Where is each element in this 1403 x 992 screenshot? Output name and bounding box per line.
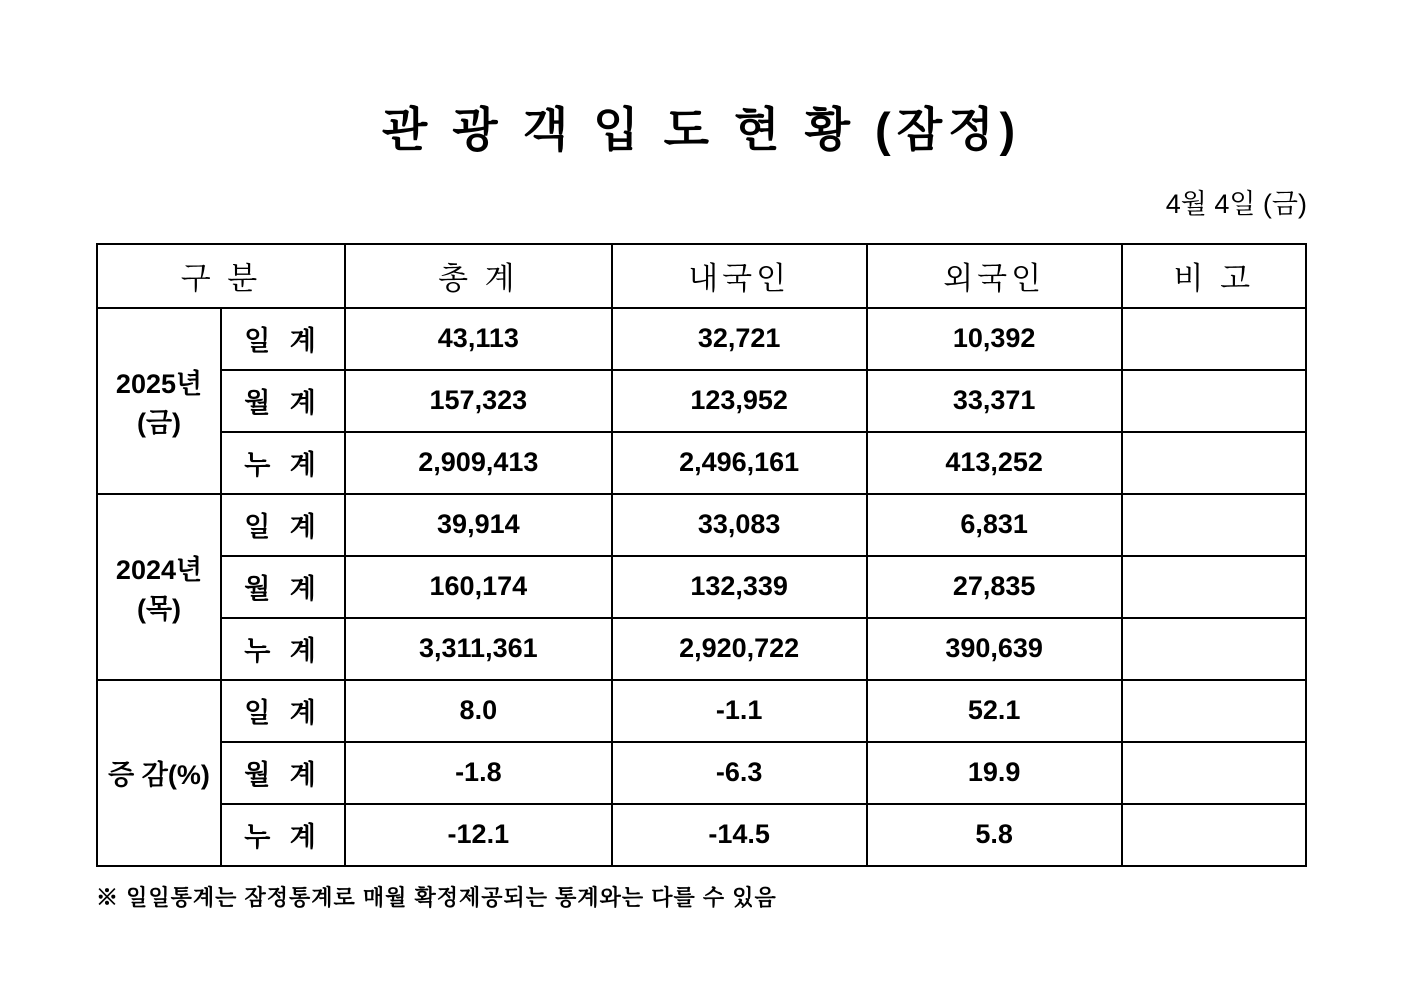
column-header-division: 구 분 bbox=[97, 244, 345, 308]
cell-note-cumulative-2024 bbox=[1122, 618, 1306, 680]
cell-domestic-monthly-change: -6.3 bbox=[612, 742, 867, 804]
cell-total-monthly-2024: 160,174 bbox=[345, 556, 612, 618]
row-label-daily-2025: 일 계 bbox=[221, 308, 345, 370]
table-row bbox=[97, 556, 1306, 618]
row-label-cumulative-2024: 누 계 bbox=[221, 618, 345, 680]
cell-total-daily-change: 8.0 bbox=[345, 680, 612, 742]
cell-note-monthly-2024 bbox=[1122, 556, 1306, 618]
cell-domestic-cumulative-2024: 2,920,722 bbox=[612, 618, 867, 680]
table-row bbox=[97, 742, 1306, 804]
table-row bbox=[97, 804, 1306, 866]
cell-note-monthly-2025 bbox=[1122, 370, 1306, 432]
cell-foreign-monthly-change: 19.9 bbox=[867, 742, 1122, 804]
table-row bbox=[97, 680, 1306, 742]
footnote: ※ 일일통계는 잠정통계로 매월 확정제공되는 통계와는 다를 수 있음 bbox=[96, 884, 777, 910]
row-label-monthly-change: 월 계 bbox=[221, 742, 345, 804]
statistics-table bbox=[96, 243, 1307, 867]
cell-domestic-cumulative-2025: 2,496,161 bbox=[612, 432, 867, 494]
column-header-note: 비 고 bbox=[1122, 244, 1306, 308]
cell-total-cumulative-2024: 3,311,361 bbox=[345, 618, 612, 680]
row-label-monthly-2025: 월 계 bbox=[221, 370, 345, 432]
statistics-table-container bbox=[0, 221, 1403, 867]
cell-total-monthly-2025: 157,323 bbox=[345, 370, 612, 432]
cell-domestic-daily-2025: 32,721 bbox=[612, 308, 867, 370]
cell-foreign-monthly-2025: 33,371 bbox=[867, 370, 1122, 432]
cell-domestic-daily-change: -1.1 bbox=[612, 680, 867, 742]
cell-total-daily-2024: 39,914 bbox=[345, 494, 612, 556]
cell-domestic-monthly-2025: 123,952 bbox=[612, 370, 867, 432]
cell-note-cumulative-change bbox=[1122, 804, 1306, 866]
table-header bbox=[97, 244, 1306, 308]
group-label-2024: 2024년(목) bbox=[97, 494, 221, 680]
cell-note-daily-2025 bbox=[1122, 308, 1306, 370]
table-header-row bbox=[97, 244, 1306, 308]
page-title: 관 광 객 입 도 현 황 (잠정) bbox=[381, 103, 1022, 156]
cell-foreign-cumulative-2024: 390,639 bbox=[867, 618, 1122, 680]
row-label-daily-2024: 일 계 bbox=[221, 494, 345, 556]
report-date: 4월 4일 (금) bbox=[1165, 188, 1307, 219]
cell-note-monthly-change bbox=[1122, 742, 1306, 804]
cell-total-cumulative-change: -12.1 bbox=[345, 804, 612, 866]
row-label-monthly-2024: 월 계 bbox=[221, 556, 345, 618]
cell-domestic-monthly-2024: 132,339 bbox=[612, 556, 867, 618]
cell-note-daily-2024 bbox=[1122, 494, 1306, 556]
cell-foreign-cumulative-2025: 413,252 bbox=[867, 432, 1122, 494]
row-label-cumulative-2025: 누 계 bbox=[221, 432, 345, 494]
cell-total-cumulative-2025: 2,909,413 bbox=[345, 432, 612, 494]
cell-total-monthly-change: -1.8 bbox=[345, 742, 612, 804]
table-row bbox=[97, 618, 1306, 680]
cell-domestic-daily-2024: 33,083 bbox=[612, 494, 867, 556]
cell-total-daily-2025: 43,113 bbox=[345, 308, 612, 370]
table-row bbox=[97, 494, 1306, 556]
cell-foreign-monthly-2024: 27,835 bbox=[867, 556, 1122, 618]
cell-note-daily-change bbox=[1122, 680, 1306, 742]
cell-domestic-cumulative-change: -14.5 bbox=[612, 804, 867, 866]
cell-note-cumulative-2025 bbox=[1122, 432, 1306, 494]
row-label-cumulative-change: 누 계 bbox=[221, 804, 345, 866]
column-header-foreign: 외국인 bbox=[867, 244, 1122, 308]
cell-foreign-daily-change: 52.1 bbox=[867, 680, 1122, 742]
table-row bbox=[97, 308, 1306, 370]
cell-foreign-cumulative-change: 5.8 bbox=[867, 804, 1122, 866]
table-row bbox=[97, 370, 1306, 432]
group-label-2025: 2025년(금) bbox=[97, 308, 221, 494]
row-label-daily-change: 일 계 bbox=[221, 680, 345, 742]
cell-foreign-daily-2025: 10,392 bbox=[867, 308, 1122, 370]
table-body bbox=[97, 308, 1306, 866]
column-header-total: 총 계 bbox=[345, 244, 612, 308]
table-row bbox=[97, 432, 1306, 494]
group-label-change: 증 감(%) bbox=[97, 680, 221, 866]
column-header-domestic: 내국인 bbox=[612, 244, 867, 308]
cell-foreign-daily-2024: 6,831 bbox=[867, 494, 1122, 556]
